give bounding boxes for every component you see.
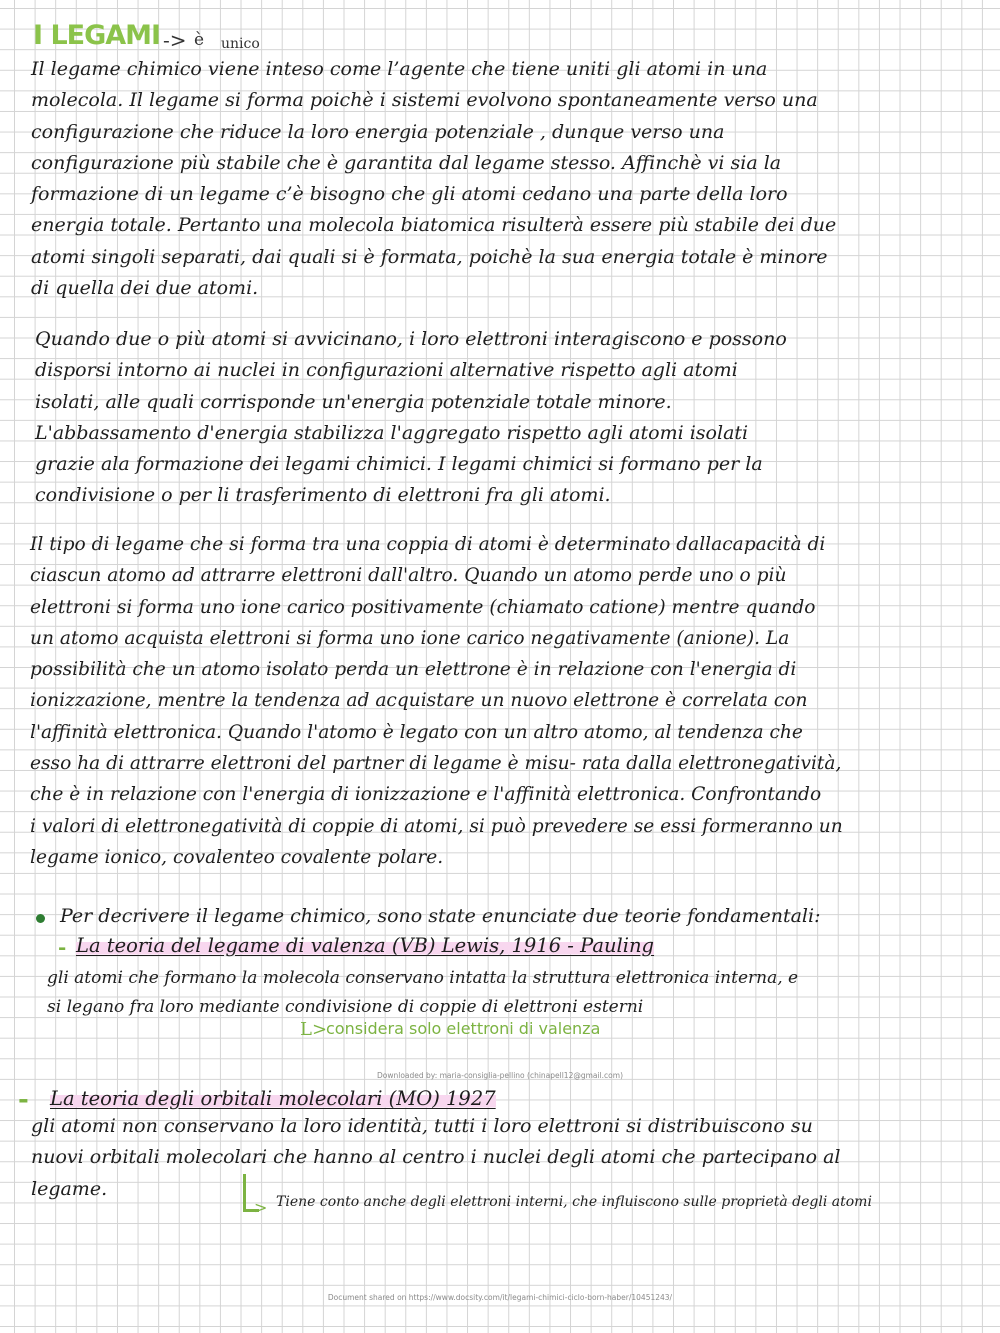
shared-footer: Document shared on https://www.docsity.com/it/legami-chimici-ciclo-born-haber/10451243/ bbox=[327, 1293, 673, 1302]
bond-type-paragraph: Il tipo di legame che si forma tra una coppia di atomi è determinato dallacapacità di ciascun atomo ad attrarre elettroni dall'altro. Quando un atomo perde uno o più elettroni si forma uno ione carico positivamente (chiamato catione) mentre quando un atomo acquista elettroni si forma uno ione carico negativamente (anione). La possibilità che un atomo isolato perda un elettrone è in relazione con l'energia di ionizzazione, mentre la tendenza ad acquistare un nuovo elettrone è correlata con l'affinità elettronica. Quando l'atomo è legato con un altro atomo, al tendenza che esso ha di attrarre elettroni del partner di legame è misu- rata dalla elettronegatività, che è in relazione con l'energia di ionizzazione e l'affinità elettronica. Confrontando i valori di elettronegatività di coppie di atomi, si può prevedere se essi formeranno un legame ionico, covalenteo covalente polare. bbox=[30, 534, 843, 868]
bullet-icon bbox=[36, 914, 45, 923]
vb-theory-description: gli atomi che formano la molecola conservano intatta la struttura elettronica interna, e si legano fra loro mediante condivisione di coppie di elettroni esterni bbox=[47, 968, 799, 1017]
mo-theory-note: Tiene conto anche degli elettroni interni, che influiscono sulle proprietà degli atomi bbox=[276, 1194, 872, 1210]
mo-theory-title bbox=[50, 1087, 496, 1110]
intro-paragraph: Il legame chimico viene inteso come l’agente che tiene uniti gli atomi in una molecola. Il legame si forma poichè i sistemi evolvono spontaneamente verso una configurazione che riduce la loro energia potenziale , dunque verso una configurazione più stabile che è garantita dal legame stesso. Affinchè vi sia la formazione di un legame c’è bisogno che gli atomi cedano una parte della loro energia totale. Pertanto una molecola biatomica risulterà essere più stabile dei due atomi singoli separati, dai quali si è formata, poichè la sua energia totale è minore di quella dei due atomi. bbox=[31, 58, 837, 300]
dash-icon: - bbox=[58, 935, 67, 959]
dash-icon: - bbox=[18, 1085, 29, 1115]
page-title: I LEGAMI bbox=[33, 20, 161, 51]
mo-theory-title-text: La teoria degli orbitali molecolari (MO) 1927 bbox=[50, 1087, 496, 1110]
bracket-arrow-tip: > bbox=[254, 1198, 268, 1217]
download-footer: Downloaded by: maria-consiglia-pellino (chinapell12@gmail.com) bbox=[377, 1071, 623, 1080]
arrow-icon: -> bbox=[163, 28, 187, 52]
vb-theory-title-text: La teoria del legame di valenza (VB) Lewis, 1916 - Pauling bbox=[76, 934, 655, 957]
vb-theory-note: considera solo elettroni di valenza bbox=[326, 1019, 601, 1038]
title-annotation-2: unico bbox=[221, 36, 260, 52]
electron-interaction-paragraph: Quando due o più atomi si avvicinano, i loro elettroni interagiscono e possono disporsi intorno ai nuclei in configurazioni alternative rispetto agli atomi isolati, alle quali corrisponde un'energia potenziale totale minore. L'abbassamento d'energia stabilizza l'aggregato rispetto agli atomi isolati grazie ala formazione dei legami chimici. I legami chimici si formano per la condivisione o per li trasferimento di elettroni fra gli atomi. bbox=[35, 328, 787, 507]
vb-theory-title bbox=[76, 934, 654, 957]
bracket-arrow-icon bbox=[243, 1174, 246, 1212]
title-annotation: è bbox=[194, 30, 205, 50]
mo-theory-description: gli atomi non conservano la loro identità, tutti i loro elettroni si distribuiscono su nuovi orbitali molecolari che hanno al centro i nuclei degli atomi che partecipano al legame. bbox=[31, 1115, 841, 1200]
theories-intro: Per decrivere il legame chimico, sono state enunciate due teorie fondamentali: bbox=[60, 905, 821, 927]
note-arrow-icon: L> bbox=[300, 1019, 328, 1040]
